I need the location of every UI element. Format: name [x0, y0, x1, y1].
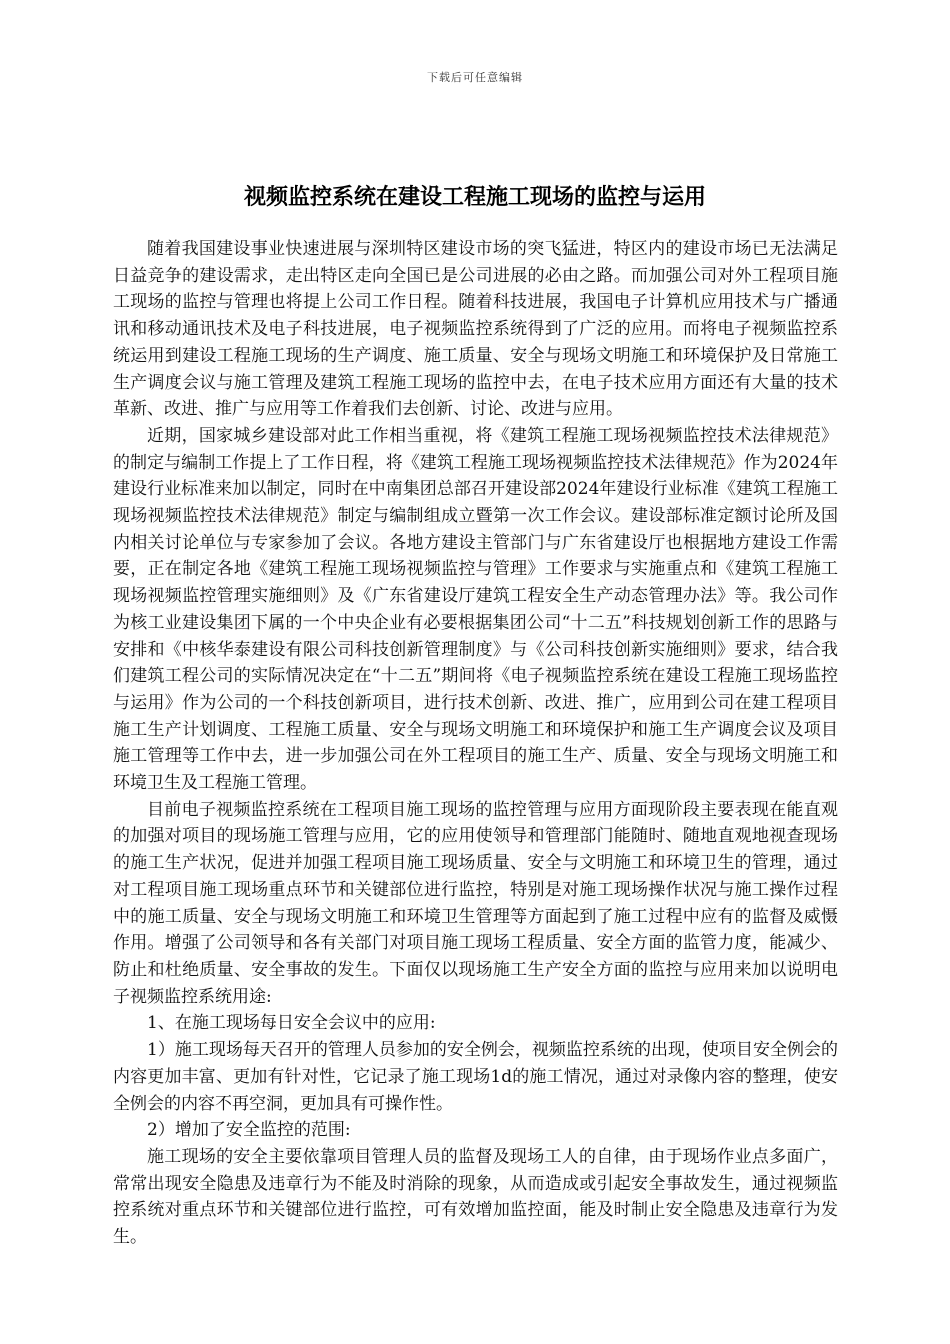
header-note: 下载后可任意编辑	[427, 71, 523, 84]
paragraph-standards: 近期，国家城乡建设部对此工作相当重视，将《建筑工程施工现场视频监控技术法律规范》的制定与编制工作提上了工作日程，将《建筑工程施工现场视频监控技术法律规范》作为2024年建设行业标准来加以制定，同时在中南集团总部召开建设部2024年建设行业标准《建筑工程施工现场视频监控技术法律规范》制定与编制组成立暨第一次工作会议。建设部标准定额讨论所及国内相关讨论单位与专家参加了会议。各地方建设主管部门与广东省建设厅也根据地方建设工作需要，正在制定各地《建筑工程施工现场视频监控与管理》工作要求与实施重点和《建筑工程施工现场视频监控管理实施细则》及《广东省建设厅建筑工程安全生产动态管理办法》等。我公司作为核工业建设集团下属的一个中央企业有必要根据集团公司“十二五”科技规划创新工作的思路与安排和《中核华泰建设有限公司科技创新管理制度》与《公司科技创新实施细则》要求，结合我们建筑工程公司的实际情况决定在“十二五”期间将《电子视频监控系统在建设工程施工现场监控与运用》作为公司的一个科技创新项目，进行技术创新、改进、推广，应用到公司在建工程项目施工生产计划调度、工程施工质量、安全与现场文明施工和环境保护和施工生产调度会议及项目施工管理等工作中去，进一步加强公司在外工程项目的施工生产、质量、安全与现场文明施工和环境卫生及工程施工管理。	[113, 425, 838, 794]
paragraph-intro: 随着我国建设事业快速进展与深圳特区建设市场的突飞猛进，特区内的建设市场已无法满足日益竞争的建设需求，走出特区走向全国已是公司进展的必由之路。而加强公司对外工程项目施工现场的监控与管理也将提上公司工作日程。随着科技进展，我国电子计算机应用技术与广播通讯和移动通讯技术及电子科技进展，电子视频监控系统得到了广泛的应用。而将电子视频监控系统运用到建设工程施工现场的生产调度、施工质量、安全与现场文明施工和环境保护及日常施工生产调度会议与施工管理及建筑工程施工现场的监控中去，在电子技术应用方面还有大量的技术革新、改进、推广与应用等工作着我们去创新、讨论、改进与应用。	[113, 239, 838, 420]
item-monitoring-scope: 2）增加了安全监控的范围:	[147, 1120, 351, 1141]
section-heading-safety-meeting: 1、在施工现场每日安全会议中的应用:	[147, 1013, 436, 1034]
document-body	[113, 236, 838, 1251]
paragraph-monitoring-scope: 施工现场的安全主要依靠项目管理人员的监督及现场工人的自律，由于现场作业点多面广，常常出现安全隐患及违章行为不能及时消除的现象，从而造成或引起安全事故发生，通过视频监控系统对重点环节和关键部位进行监控，可有效增加监控面，能及时制止安全隐患及违章行为发生。	[113, 1146, 838, 1248]
paragraph-current-status: 目前电子视频监控系统在工程项目施工现场的监控管理与应用方面现阶段主要表现在能直观的加强对项目的现场施工管理与应用，它的应用使领导和管理部门能随时、随地直观地视查现场的施工生产状况，促进并加强工程项目施工现场质量、安全与文明施工和环境卫生的管理，通过对工程项目施工现场重点环节和关键部位进行监控，特别是对施工现场操作状况与施工操作过程中的施工质量、安全与现场文明施工和环境卫生管理等方面起到了施工过程中应有的监督及威慑作用。增强了公司领导和各有关部门对项目施工现场工程质量、安全方面的监管力度，能减少、防止和杜绝质量、安全事故的发生。下面仅以现场施工生产安全方面的监控与应用来加以说明电子视频监控系统用途:	[113, 799, 838, 1007]
document-title: 视频监控系统在建设工程施工现场的监控与运用	[243, 185, 706, 210]
item-daily-meeting: 1）施工现场每天召开的管理人员参加的安全例会，视频监控系统的出现，使项目安全例会的内容更加丰富、更加有针对性，它记录了施工现场1d的施工情况，通过对录像内容的整理，使安全例会的内容不再空洞，更加具有可操作性。	[113, 1040, 838, 1114]
